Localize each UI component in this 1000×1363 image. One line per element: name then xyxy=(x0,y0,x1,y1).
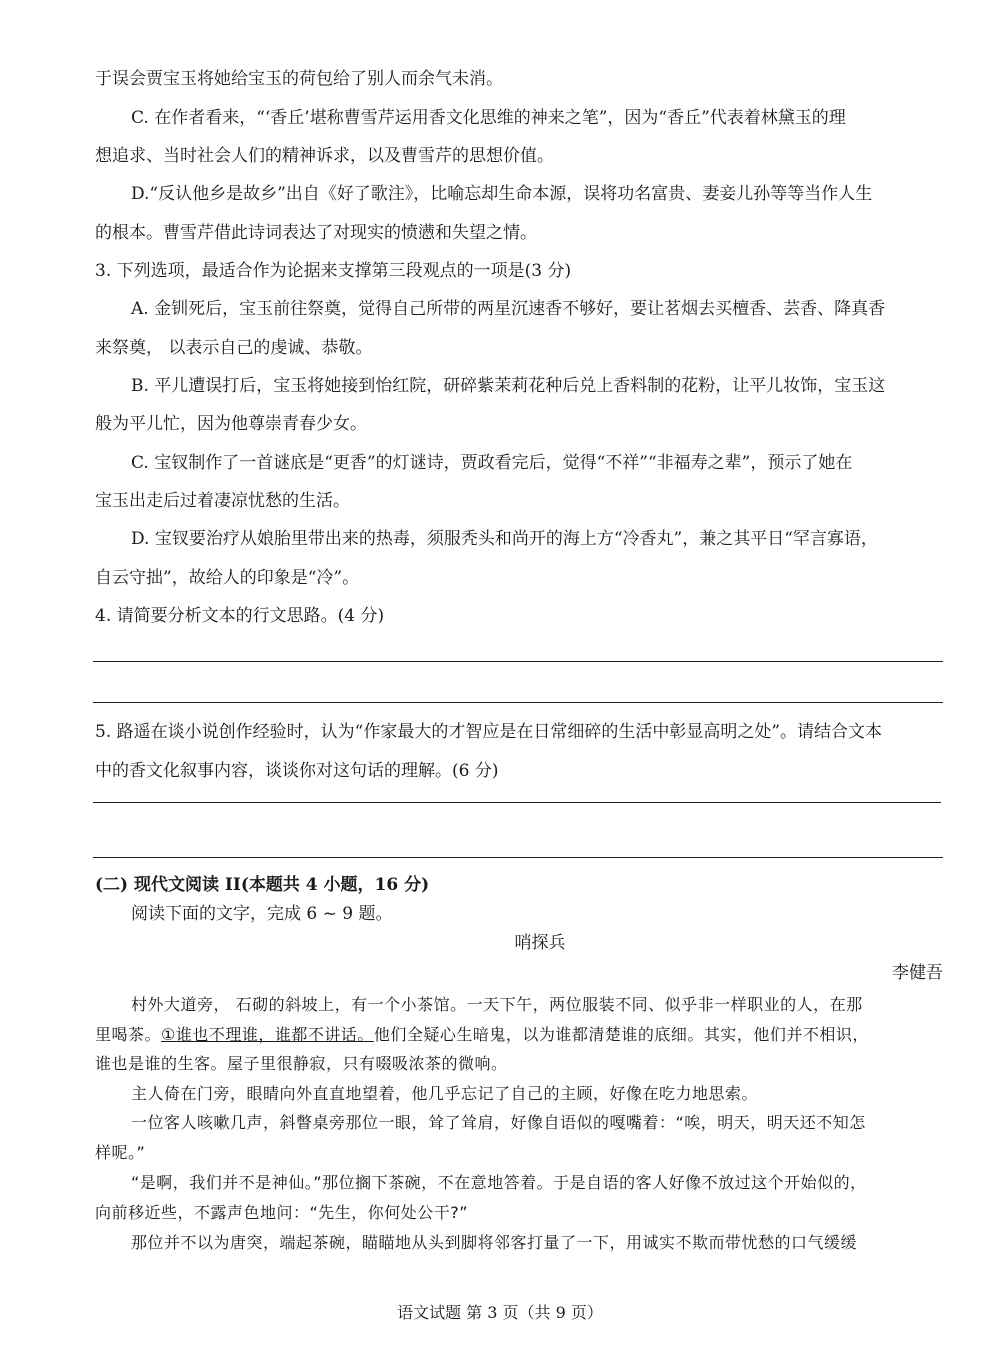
q5-answer-line-2[interactable] xyxy=(93,857,943,858)
q2-option-b-continuation: 于误会贾宝玉将她给宝玉的荷包给了别人而余气未消。 xyxy=(95,69,503,89)
q3-option-c-line1: C. 宝钗制作了一首谜底是“更香”的灯谜诗，贾政看完后，觉得“不祥”“非福寿之辈”，预示了她在 xyxy=(131,453,853,473)
underlined-sentence-1: ①谁也不理谁，谁都不讲话。 xyxy=(161,1025,374,1044)
story-p2-line1: 主人倚在门旁，眼睛向外直直地望着，他几乎忘记了自己的主顾，好像在吃力地思索。 xyxy=(131,1084,759,1103)
q3-option-b-line1: B. 平儿遭误打后，宝玉将她接到怡红院，研碎紫茉莉花种后兑上香料制的花粉，让平儿妆饰，宝玉这 xyxy=(131,376,886,396)
q4-answer-line-1[interactable] xyxy=(93,661,943,662)
story-p1-line3: 谁也是谁的生客。屋子里很静寂，只有啜吸浓茶的微响。 xyxy=(95,1054,508,1073)
q3-option-a-line1: A. 金钏死后，宝玉前往祭奠，觉得自己所带的两星沉速香不够好，要让茗烟去买檀香、芸香、降真香 xyxy=(131,299,886,319)
story-p4-line1: “是啊，我们并不是神仙。”那位搁下茶碗，不在意地答着。于是自语的客人好像不放过这个开始似的， xyxy=(131,1173,867,1192)
q3-option-a-line2: 来祭奠， 以表示自己的虔诚、恭敬。 xyxy=(95,338,373,358)
story-p5-line1: 那位并不以为唐突，端起茶碗，瞄瞄地从头到脚将邻客打量了一下，用诚实不欺而带忧愁的口气缓缓 xyxy=(131,1233,858,1252)
section-2-instruction: 阅读下面的文字，完成 6 ~ 9 题。 xyxy=(131,904,393,924)
story-title: 哨探兵 xyxy=(514,933,566,953)
q2-option-d-line2: 的根本。曹雪芹借此诗词表达了对现实的愤懑和失望之情。 xyxy=(95,223,537,243)
q5-answer-line-1[interactable] xyxy=(93,802,941,803)
story-p4-line2: 向前移近些，不露声色地问：“先生，你何处公干?” xyxy=(95,1203,469,1222)
story-p3-line1: 一位客人咳嗽几声，斜瞥桌旁那位一眼，耸了耸肩，好像自语似的嘎嘴着：“唉，明天，明天还不知怎 xyxy=(131,1113,866,1132)
story-author: 李健吾 xyxy=(892,963,943,983)
q3-option-d-line1: D. 宝钗要治疗从娘胎里带出来的热毒，须服秃头和尚开的海上方“冷香丸”，兼之其平日“罕言寡语， xyxy=(131,529,878,549)
story-p1-line1: 村外大道旁， 石砌的斜坡上，有一个小茶馆。一天下午，两位服装不同、似乎非一样职业的人，在那 xyxy=(131,995,863,1014)
story-p3-line2: 样呢。” xyxy=(95,1143,146,1162)
q2-option-c-line2: 想追求、当时社会人们的精神诉求，以及曹雪芹的思想价值。 xyxy=(95,146,554,166)
q3-option-d-line2: 自云守拙”，故给人的印象是“冷”。 xyxy=(95,568,360,588)
page-footer: 语文试题 第 3 页（共 9 页） xyxy=(397,1303,603,1322)
q4-stem: 4. 请简要分析文本的行文思路。(4 分) xyxy=(95,606,385,626)
q3-option-b-line2: 般为平儿忙，因为他尊崇青春少女。 xyxy=(95,414,367,434)
q3-stem: 3. 下列选项，最适合作为论据来支撑第三段观点的一项是(3 分) xyxy=(95,261,572,281)
q2-option-c-line1: C. 在作者看来，“‘香丘’堪称曹雪芹运用香文化思维的神来之笔”，因为“香丘”代表着林黛玉的理 xyxy=(131,108,846,128)
q3-option-c-line2: 宝玉出走后过着凄凉忧愁的生活。 xyxy=(95,491,350,511)
story-p1-line2-end: 他们全疑心生暗鬼，以为谁都清楚谁的底细。其实，他们并不相识， xyxy=(373,1025,869,1044)
story-p1-line2 xyxy=(95,1024,869,1046)
q4-answer-line-2[interactable] xyxy=(93,702,943,703)
q5-stem-line2: 中的香文化叙事内容，谈谈你对这句话的理解。(6 分) xyxy=(95,761,499,781)
section-2-header: (二) 现代文阅读 II(本题共 4 小题，16 分) xyxy=(95,875,430,895)
story-p1-line2-start: 里喝茶。 xyxy=(95,1025,162,1044)
q2-option-d-line1: D.“反认他乡是故乡”出自《好了歌注》，比喻忘却生命本源，误将功名富贵、妻妾儿孙等等当作人生 xyxy=(131,184,873,204)
q5-stem-line1: 5. 路遥在谈小说创作经验时，认为“作家最大的才智应是在日常细碎的生活中彰显高明之处”。请结合文本 xyxy=(95,722,883,742)
